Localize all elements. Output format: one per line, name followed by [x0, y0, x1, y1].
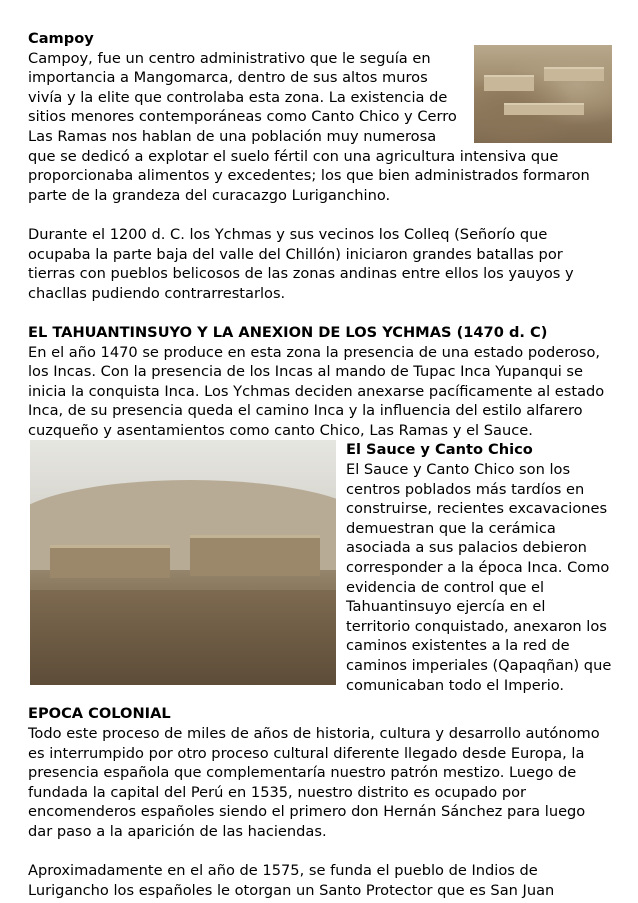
lurigancho-paragraph: Aproximadamente en el año de 1575, se funda el pueblo de Indios de Lurigancho los españoles le otorgan un Santo Protector que es San Juan	[28, 862, 555, 899]
excavation-ground-shape	[30, 590, 336, 685]
campoy-ruins-photo	[474, 45, 612, 143]
campoy-heading: Campoy	[28, 30, 94, 47]
sauce-section	[28, 440, 612, 704]
ruin-wall-shape	[504, 103, 584, 115]
colonial-heading: EPOCA COLONIAL	[28, 705, 171, 723]
sauce-excavation-photo	[30, 440, 336, 685]
campoy-section	[28, 29, 612, 205]
sauce-heading: El Sauce y Canto Chico	[346, 441, 533, 459]
tahuantinsuyo-paragraph: En el año 1470 se produce en esta zona la presencia de una estado poderoso, los Incas. Con la presencia de los Incas al mando de Tupac Inca Yupanqui se inicia la conquista Inca. Los Ychmas deciden anexarse pacíficamente al estado Inca, de su presencia queda el camino Inca y la influencia del estilo alfarero cuzqueño y asentamientos como canto Chico, Las Ramas y el Sauce.	[28, 343, 605, 439]
ruin-wall-shape	[544, 67, 604, 81]
sauce-text-column	[346, 440, 612, 695]
tahuantinsuyo-section	[28, 323, 612, 441]
colonial-section	[28, 704, 612, 841]
ruin-wall-shape	[484, 75, 534, 91]
tahuantinsuyo-heading: EL TAHUANTINSUYO Y LA ANEXION DE LOS YCHMAS (1470 d. C)	[28, 323, 548, 341]
sauce-paragraph: El Sauce y Canto Chico son los centros poblados más tardíos en construirse, recientes excavaciones demuestran que la cerámica asociada a sus palacios debieron corresponder a la época Inca. Como evidencia de control que el Tahuantinsuyo ejercía en el territorio conquistado, anexaron los caminos existentes a la red de caminos imperiales (Qapaqñan) que comunicaban todo el Imperio.	[346, 461, 612, 694]
campoy-paragraph: Campoy, fue un centro administrativo que le seguía en importancia a Mangomarca, dentro de sus altos muros vivía y la elite que controlaba esta zona. La existencia de sitios menores contemporáneas como Canto Chico y Cerro Las Ramas nos hablan de una población muy numerosa que se dedicó a explotar el suelo fértil con una agricultura intensiva que proporcionaba alimentos y excedentes; los que bien administrados formaron parte de la grandeza del curacazgo Luriganchino.	[28, 49, 590, 204]
document-page	[28, 29, 612, 900]
ruin-wall-shape	[50, 545, 170, 578]
ychmas-battle-paragraph: Durante el 1200 d. C. los Ychmas y sus vecinos los Colleq (Señorío que ocupaba la parte baja del valle del Chillón) iniciaron grandes batallas por tierras con pueblos belicosos de las zonas andinas entre ellos los yauyos y chacllas pudiendo contrarrestarlos.	[28, 225, 574, 302]
colonial-paragraph: Todo este proceso de miles de años de historia, cultura y desarrollo autónomo es interrumpido por otro proceso cultural diferente llegado desde Europa, la presencia española que complementaría nuestro patrón mestizo. Luego de fundada la capital del Perú en 1535, nuestro distrito es ocupado por encomenderos españoles siendo el primero don Hernán Sánchez para luego dar paso a la aparición de las haciendas.	[28, 725, 600, 841]
ruin-wall-shape	[190, 535, 320, 576]
